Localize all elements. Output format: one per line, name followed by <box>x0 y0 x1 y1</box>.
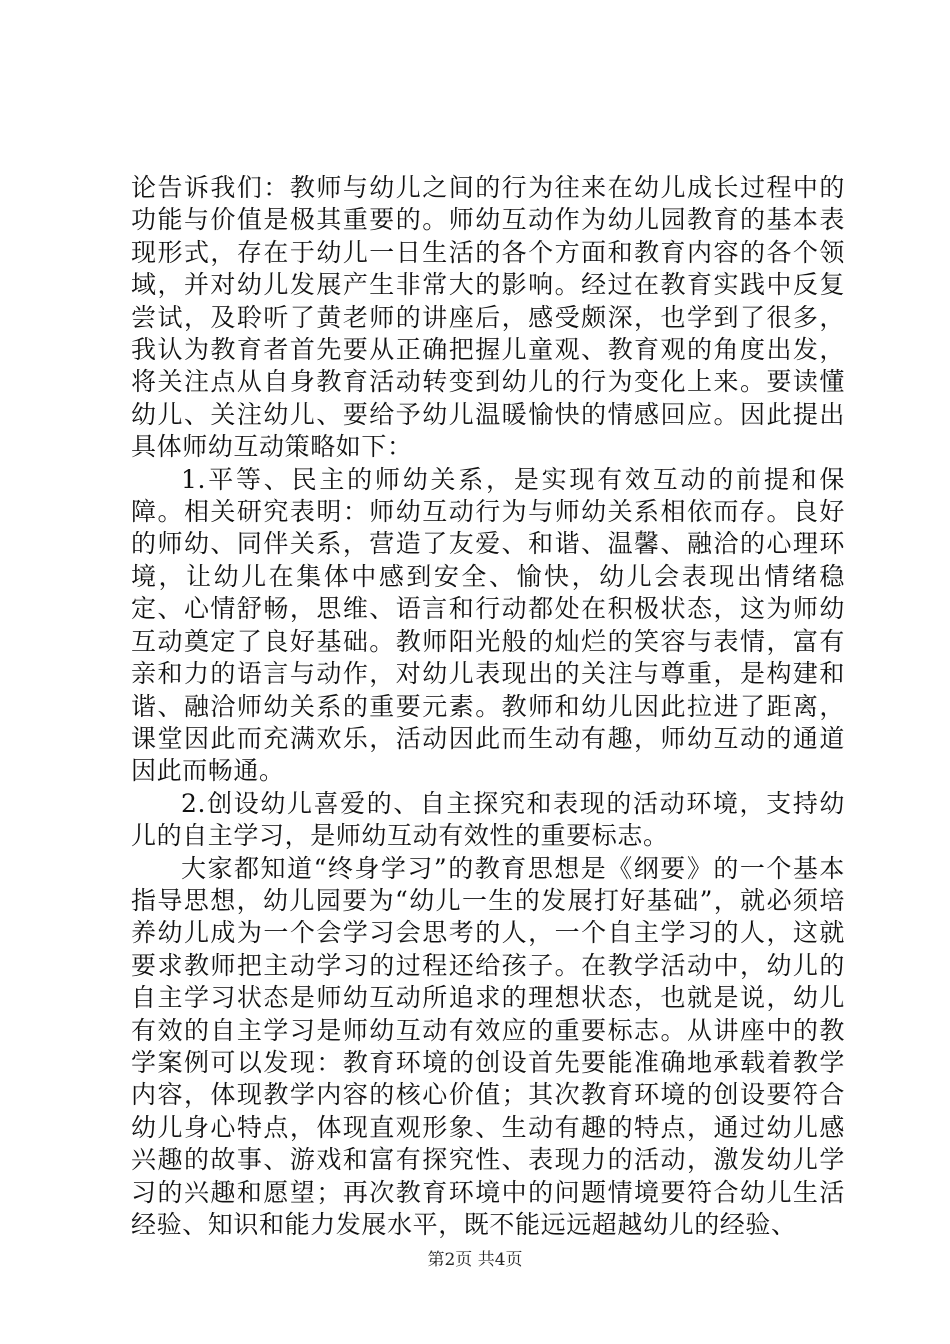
paragraph-strategy-2: 2.创设幼儿喜爱的、自主探究和表现的活动环境，支持幼儿的自主学习，是师幼互动有效性的重要标志。 <box>131 788 845 851</box>
paragraph-lifelong-learning: 大家都知道“终身学习”的教育思想是《纲要》的一个基本指导思想，幼儿园要为“幼儿一生的发展打好基础”，就必须培养幼儿成为一个会学习会思考的人，一个自主学习的人，这就要求教师把主动学习的过程还给孩子。在教学活动中，幼儿的自主学习状态是师幼互动所追求的理想状态，也就是说，幼儿有效的自主学习是师幼互动有效应的重要标志。从讲座中的教学案例可以发现：教育环境的创设首先要能准确地承载着教学内容，体现教学内容的核心价值；其次教育环境的创设要符合幼儿身心特点，体现直观形象、生动有趣的特点，通过幼儿感兴趣的故事、游戏和富有探究性、表现力的活动，激发幼儿学习的兴趣和愿望；再次教育环境中的问题情境要符合幼儿生活经验、知识和能力发展水平，既不能远远超越幼儿的经验、 <box>131 853 845 1239</box>
page-footer: 第2页 共4页 <box>427 1250 523 1270</box>
document-body <box>131 172 845 1241</box>
paragraph-strategy-1: 1.平等、民主的师幼关系，是实现有效互动的前提和保障。相关研究表明：师幼互动行为与师幼关系相依而存。良好的师幼、同伴关系，营造了友爱、和谐、温馨、融洽的心理环境，让幼儿在集体中感到安全、愉快，幼儿会表现出情绪稳定、心情舒畅，思维、语言和行动都处在积极状态，这为师幼互动奠定了良好基础。教师阳光般的灿烂的笑容与表情，富有亲和力的语言与动作，对幼儿表现出的关注与尊重，是构建和谐、融洽师幼关系的重要元素。教师和幼儿因此拉进了距离，课堂因此而充满欢乐，活动因此而生动有趣，师幼互动的通道因此而畅通。 <box>131 464 845 786</box>
paragraph-continuation: 论告诉我们：教师与幼儿之间的行为往来在幼儿成长过程中的功能与价值是极其重要的。师幼互动作为幼儿园教育的基本表现形式，存在于幼儿一日生活的各个方面和教育内容的各个领域，并对幼儿发展产生非常大的影响。经过在教育实践中反复尝试，及聆听了黄老师的讲座后，感受颇深，也学到了很多，我认为教育者首先要从正确把握儿童观、教育观的角度出发，将关注点从自身教育活动转变到幼儿的行为变化上来。要读懂幼儿、关注幼儿、要给予幼儿温暖愉快的情感回应。因此提出具体师幼互动策略如下： <box>131 173 845 462</box>
